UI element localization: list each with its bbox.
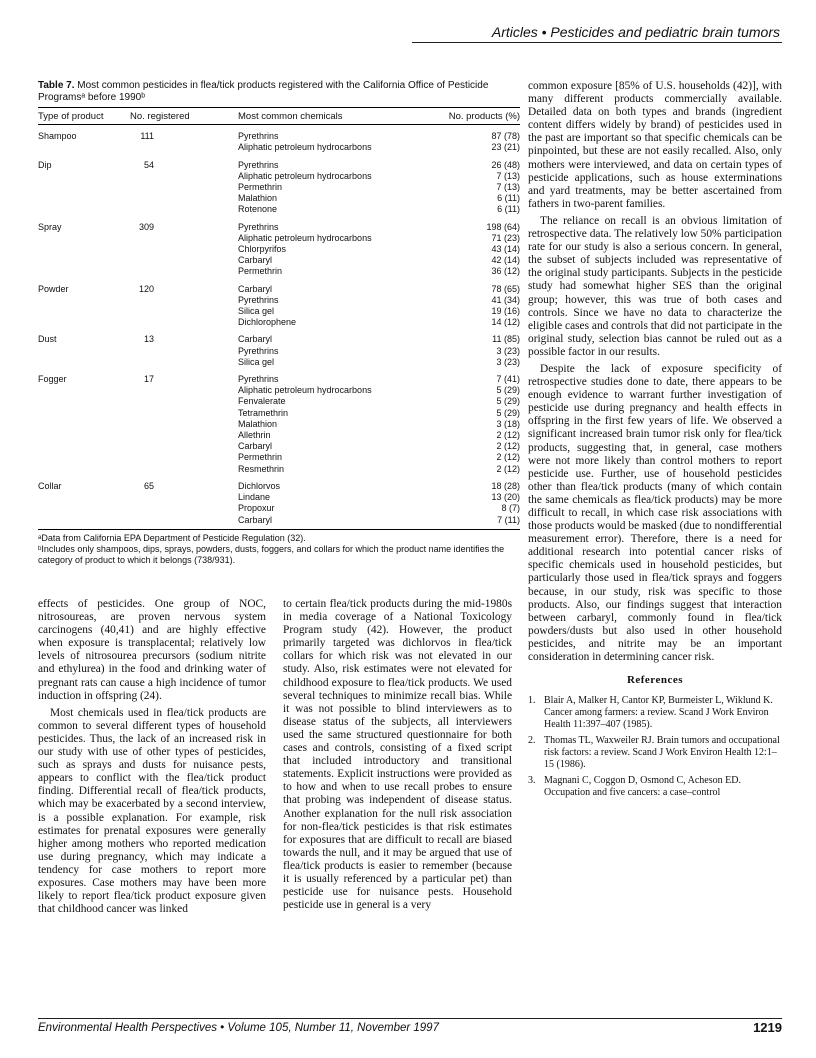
table-row <box>38 266 520 277</box>
chemical-cell: Permethrin <box>238 452 283 463</box>
products-cell: 3 (23) <box>496 345 520 356</box>
registered-cell <box>130 346 214 357</box>
reference-text: Thomas TL, Waxweiler RJ. Brain tumors and occupational risk factors: a review. Scand J Work Environ Health 12:1–15 (1986). <box>544 735 780 771</box>
registered-cell <box>130 515 214 530</box>
products-cell: 2 (12) <box>496 463 520 474</box>
registered-cell <box>130 419 214 430</box>
registered-cell: 309 <box>138 221 154 232</box>
products-cell: 19 (16) <box>491 306 520 317</box>
running-footer: Environmental Health Perspectives • Volume 105, Number 11, November 1997 <box>38 1022 439 1034</box>
products-cell: 7 (41) <box>496 374 520 385</box>
chemical-cell: Carbaryl <box>238 514 273 525</box>
paragraph: common exposure [85% of U.S. households (42)], with many different products commercially available. Detailed data on both types and brands (ingredient content differs widely by brand) of pesticides used in the past are important so that specific chemicals can be pinpointed, but these are not easily recalled. Also, only mothers were interviewed, and data on certain types of pesticide applications, such as house exterminations and yard treatments, may be better ascertained from fathers in two-parent families. <box>528 80 782 210</box>
chemical-cell: Aliphatic petroleum hydrocarbons <box>238 232 372 243</box>
reference-text: Blair A, Malker H, Cantor KP, Burmeister L, Wiklund K. Cancer among farmers: a review. Scand J Work Environ Health 11:397–407 (1985). <box>544 695 773 731</box>
table-row <box>38 328 520 345</box>
pesticide-table <box>38 108 520 530</box>
registered-cell: 17 <box>143 374 154 385</box>
products-cell: 6 (11) <box>497 204 520 215</box>
table-row <box>38 317 520 328</box>
product-type-cell <box>38 464 130 475</box>
products-cell: 41 (34) <box>491 294 520 305</box>
registered-cell <box>130 255 214 266</box>
products-cell: 43 (14) <box>491 244 520 255</box>
product-type-cell <box>38 346 130 357</box>
product-type-cell <box>38 357 130 368</box>
references-list <box>528 695 782 799</box>
reference-item <box>528 735 782 771</box>
table-row <box>38 441 520 452</box>
products-cell: 26 (48) <box>491 159 520 170</box>
products-cell: 11 (85) <box>492 334 520 345</box>
registered-cell <box>130 441 214 452</box>
table-row <box>38 346 520 357</box>
reference-item <box>528 695 782 731</box>
chemical-cell: Permethrin <box>238 182 283 193</box>
product-type-cell <box>38 515 130 530</box>
products-cell: 2 (12) <box>496 452 520 463</box>
table-row <box>38 171 520 182</box>
product-type-cell <box>38 204 130 215</box>
products-cell: 5 (29) <box>496 407 520 418</box>
product-type-cell <box>38 306 130 317</box>
product-type-cell <box>38 233 130 244</box>
products-cell: 13 (20) <box>491 492 520 503</box>
table-row <box>38 295 520 306</box>
products-cell: 5 (29) <box>496 396 520 407</box>
registered-cell: 120 <box>138 283 154 294</box>
product-type-cell: Spray <box>38 221 62 232</box>
registered-cell: 54 <box>143 159 154 170</box>
chemical-cell: Silica gel <box>238 356 275 367</box>
registered-cell: 65 <box>143 480 154 491</box>
registered-cell <box>130 385 214 396</box>
registered-cell: 13 <box>143 334 154 345</box>
registered-cell <box>130 182 214 193</box>
chemical-cell: Dichlorophene <box>238 317 297 328</box>
chemical-cell: Silica gel <box>238 306 275 317</box>
paragraph: Despite the lack of exposure specificity of retrospective studies done to date, there appears to be enough evidence to warrant further investigation of pesticide use during pregnancy and health effects in offspring in the first few years of life. We observed a significant increased brain tumor risk only for flea/tick products, suggesting that, in general, case mothers were not more likely than control mothers to report pesticide use. Further, use of household pesticides other than flea/tick products (many of which contain the same chemicals as flea/tick products) may be more difficult to recall, in which case risk associations with those products would be masked (due to nondifferential measurement error). Therefore, there is a need for additional research into potential cancer risks of specific chemicals used in household pesticides, but particularly those used in flea/tick sprays and foggers because, in our study, risk was specific to those products. Also, our findings suggest that interaction between carbaryl, commonly found in flea/tick powders/dusts but also used in other household pesticides, and nitrite may be an important consideration in determining cancer risk. <box>528 362 782 664</box>
text-column-2 <box>283 598 512 912</box>
chemical-cell: Pyrethrins <box>238 374 279 385</box>
col-header-products: No. products (%) <box>425 108 520 125</box>
registered-cell <box>130 266 214 277</box>
table-row <box>38 154 520 171</box>
registered-cell <box>130 408 214 419</box>
products-cell: 78 (65) <box>491 283 520 294</box>
paragraph: Most chemicals used in flea/tick products are common to several different types of household pesticides. Thus, the lack of an increased risk in our study with use of other types of pesticides, such as sprays and dusts for nuisance pests, appears to conflict with the flea/tick product finding. Differential recall of flea/tick products, which may be exacerbated by a second interview, is a possible explanation. For example, risk estimates for prenatal exposures were generally higher among mothers who reported medication use during pregnancy, which may indicate a tendency for case mothers to report more exposures. Case mothers may have been more likely to report flea/tick product exposure given that childhood cancer was linked <box>38 706 266 916</box>
product-type-cell <box>38 193 130 204</box>
header-rule <box>412 42 782 43</box>
table-row <box>38 193 520 204</box>
product-type-cell: Dip <box>38 159 52 170</box>
products-cell: 8 (7) <box>501 503 520 514</box>
table-row <box>38 492 520 503</box>
references-heading: References <box>626 674 684 687</box>
registered-cell <box>130 244 214 255</box>
table-row <box>38 515 520 530</box>
table-7 <box>38 80 520 566</box>
chemical-cell: Carbaryl <box>238 334 273 345</box>
chemical-cell: Aliphatic petroleum hydrocarbons <box>238 385 372 396</box>
product-type-cell <box>38 430 130 441</box>
products-cell: 7 (11) <box>497 514 520 525</box>
footnote-a: ᵃData from California EPA Department of Pesticide Regulation (32). <box>38 532 306 543</box>
table-caption-text: Most common pesticides in flea/tick products registered with the California Office of Pesticide Programsᵃ before 1990ᵇ <box>38 80 489 103</box>
table-row <box>38 419 520 430</box>
col-header-chemicals: Most common chemicals <box>214 108 425 125</box>
product-type-cell: Dust <box>38 334 57 345</box>
products-cell: 198 (64) <box>486 221 520 232</box>
chemical-cell: Pyrethrins <box>238 294 279 305</box>
product-type-cell <box>38 441 130 452</box>
paragraph: effects of pesticides. One group of NOC, nitrosoureas, are proven nervous system carcinogens (40,41) and are highly effective when exposure is transplacental; relatively low levels of nitrosourea precursors (sodium nitrite and ethylurea) in the food and drinking water of pregnant rats can cause a high incidence of tumor induction in offspring (24). <box>38 598 266 702</box>
table-row <box>38 125 520 143</box>
chemical-cell: Tetramethrin <box>238 407 289 418</box>
chemical-cell: Chlorpyrifos <box>238 244 287 255</box>
registered-cell <box>130 452 214 463</box>
product-type-cell <box>38 266 130 277</box>
chemical-cell: Allethrin <box>238 430 271 441</box>
chemical-cell: Propoxur <box>238 503 275 514</box>
products-cell: 7 (13) <box>496 170 520 181</box>
products-cell: 2 (12) <box>496 441 520 452</box>
chemical-cell: Carbaryl <box>238 255 273 266</box>
table-row <box>38 233 520 244</box>
page-number: 1219 <box>753 1020 782 1035</box>
registered-cell <box>130 430 214 441</box>
chemical-cell: Lindane <box>238 492 271 503</box>
products-cell: 18 (28) <box>491 480 520 491</box>
product-type-cell <box>38 182 130 193</box>
chemical-cell: Carbaryl <box>238 441 273 452</box>
reference-number: 3. <box>528 775 536 787</box>
registered-cell <box>130 193 214 204</box>
table-row <box>38 306 520 317</box>
registered-cell <box>130 396 214 407</box>
reference-number: 2. <box>528 735 536 747</box>
products-cell: 7 (13) <box>496 182 520 193</box>
registered-cell <box>130 171 214 182</box>
product-type-cell: Collar <box>38 480 62 491</box>
products-cell: 5 (29) <box>496 385 520 396</box>
product-type-cell <box>38 255 130 266</box>
paragraph: The reliance on recall is an obvious limitation of retrospective data. The relatively low 50% participation rate for our study is also a serious concern. In general, the subset of subjects included was representative of the original study participants. Subjects in the pesticide study had somewhat higher SES than the original group; however, this was true of both cases and controls. Since we have no data to characterize the eligible cases and controls that did not participate in the original study, selection bias cannot be ruled out as a possible factor in our results. <box>528 214 782 358</box>
table-row <box>38 204 520 215</box>
products-cell: 6 (11) <box>497 193 520 204</box>
product-type-cell <box>38 503 130 514</box>
products-cell: 14 (12) <box>491 317 520 328</box>
product-type-cell <box>38 419 130 430</box>
registered-cell <box>130 464 214 475</box>
product-type-cell: Fogger <box>38 374 67 385</box>
chemical-cell: Pyrethrins <box>238 159 279 170</box>
chemical-cell: Aliphatic petroleum hydrocarbons <box>238 142 372 153</box>
table-row <box>38 368 520 385</box>
product-type-cell: Powder <box>38 283 69 294</box>
registered-cell <box>130 357 214 368</box>
products-cell: 42 (14) <box>491 255 520 266</box>
table-row <box>38 452 520 463</box>
registered-cell <box>130 492 214 503</box>
product-type-cell <box>38 396 130 407</box>
footer-rule <box>38 1018 782 1019</box>
table-caption <box>38 80 520 108</box>
running-header: Articles • Pesticides and pediatric brain tumors <box>491 24 780 40</box>
reference-text: Magnani C, Coggon D, Osmond C, Acheson ED. Occupation and five cancers: a case–control <box>544 775 741 799</box>
products-cell: 2 (12) <box>496 430 520 441</box>
table-row <box>38 182 520 193</box>
table-row <box>38 503 520 514</box>
products-cell: 87 (78) <box>491 131 520 142</box>
products-cell: 3 (23) <box>496 356 520 367</box>
product-type-cell <box>38 317 130 328</box>
registered-cell <box>130 233 214 244</box>
chemical-cell: Rotenone <box>238 204 278 215</box>
registered-cell <box>130 317 214 328</box>
chemical-cell: Pyrethrins <box>238 221 279 232</box>
table-row <box>38 430 520 441</box>
table-row <box>38 385 520 396</box>
product-type-cell <box>38 492 130 503</box>
registered-cell <box>130 204 214 215</box>
reference-item <box>528 775 782 799</box>
chemical-cell: Pyrethrins <box>238 345 279 356</box>
table-row <box>38 255 520 266</box>
product-type-cell <box>38 452 130 463</box>
table-row <box>38 464 520 475</box>
registered-cell <box>130 142 214 153</box>
text-column-3 <box>528 80 782 803</box>
product-type-cell <box>38 408 130 419</box>
table-body <box>38 125 520 530</box>
table-row <box>38 357 520 368</box>
table-footnotes <box>38 533 520 566</box>
chemical-cell: Fenvalerate <box>238 396 286 407</box>
registered-cell <box>130 306 214 317</box>
chemical-cell: Dichlorvos <box>238 480 281 491</box>
reference-number: 1. <box>528 695 536 707</box>
chemical-cell: Malathion <box>238 418 278 429</box>
products-cell: 36 (12) <box>491 266 520 277</box>
table-row <box>38 244 520 255</box>
products-cell: 3 (18) <box>496 418 520 429</box>
col-header-type: Type of product <box>38 108 130 125</box>
table-caption-label: Table 7. <box>38 80 75 91</box>
text-column-1 <box>38 598 266 916</box>
col-header-registered: No. registered <box>130 108 214 125</box>
table-row <box>38 396 520 407</box>
chemical-cell: Carbaryl <box>238 283 273 294</box>
table-row <box>38 408 520 419</box>
table-row <box>38 475 520 492</box>
chemical-cell: Resmethrin <box>238 463 285 474</box>
table-row <box>38 278 520 295</box>
product-type-cell <box>38 385 130 396</box>
product-type-cell <box>38 295 130 306</box>
registered-cell <box>130 295 214 306</box>
product-type-cell <box>38 244 130 255</box>
registered-cell: 111 <box>140 131 154 142</box>
chemical-cell: Pyrethrins <box>238 131 279 142</box>
product-type-cell <box>38 171 130 182</box>
chemical-cell: Permethrin <box>238 266 283 277</box>
product-type-cell <box>38 142 130 153</box>
products-cell: 23 (21) <box>491 142 520 153</box>
table-row <box>38 216 520 233</box>
registered-cell <box>130 503 214 514</box>
products-cell: 71 (23) <box>491 232 520 243</box>
table-row <box>38 142 520 153</box>
chemical-cell: Aliphatic petroleum hydrocarbons <box>238 170 372 181</box>
paragraph: to certain flea/tick products during the mid-1980s in media coverage of a National Toxicology Program study (42). However, the product primarily targeted was dichlorvos in flea/tick collars for which risk was not elevated in our study. Also, risk estimates were not elevated for childhood exposure to flea/tick products. We used several techniques to minimize recall bias. While it was not possible to blind interviewers as to disease status of the subjects, all interviewers used the same structured questionnaire for both cases and controls, consisting of a fixed script that included introductory and transitional statements. Explicit instructions were provided as to how and when to use recall probes to ensure that probing was independent of disease status. Another explanation for the null risk association for non-flea/tick pesticides is that risk estimates for exposures that are difficult to recall are biased towards the null, and it may be argued that use of flea/tick products is easier to remember (because it is usually referenced by a particular pet) than pesticide use for nuisance pests. Household pesticide use in general is a very <box>283 598 512 912</box>
chemical-cell: Malathion <box>238 193 278 204</box>
footnote-b: ᵇIncludes only shampoos, dips, sprays, powders, dusts, foggers, and collars for which the product name identifies the category of product to which it belongs (738/931). <box>38 543 505 565</box>
product-type-cell: Shampoo <box>38 131 77 142</box>
